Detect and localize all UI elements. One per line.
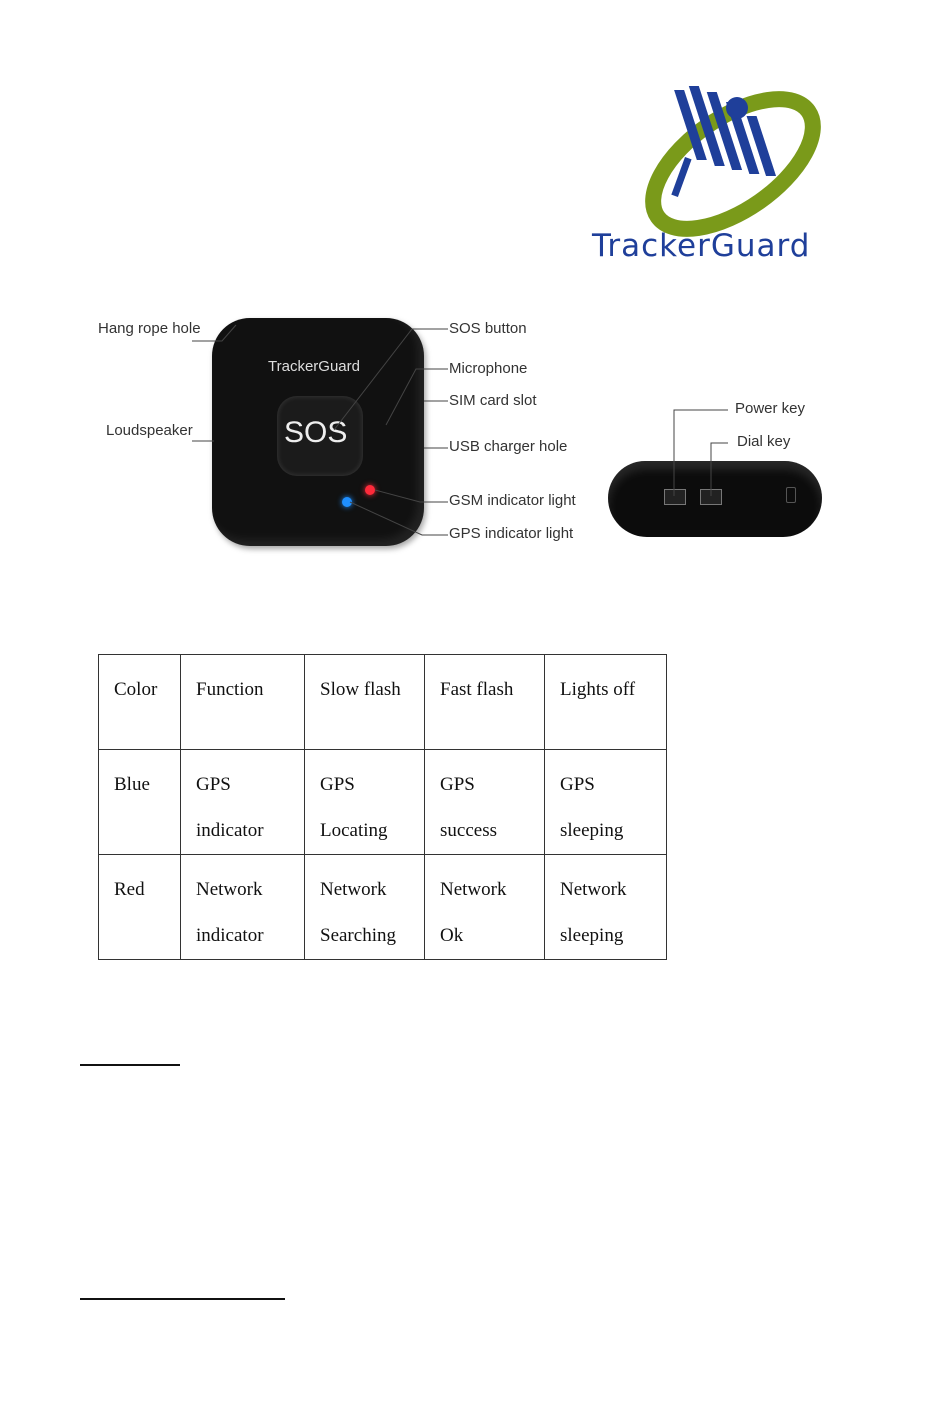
table-cell: GPS success: [425, 750, 545, 855]
section-heading-underline: [80, 1298, 285, 1300]
label-usb-charger-hole: USB charger hole: [449, 438, 568, 455]
label-power-key: Power key: [735, 400, 806, 417]
table-header-cell: Slow flash: [305, 655, 425, 750]
table-row: [99, 750, 667, 855]
sos-button-label: SOS: [284, 416, 348, 449]
table-cell: GPS sleeping: [545, 750, 667, 855]
label-dial-key: Dial key: [737, 433, 791, 450]
label-sim-card-slot: SIM card slot: [449, 392, 537, 409]
section-heading-underline: [80, 1064, 180, 1066]
table-cell: Blue: [99, 750, 181, 855]
label-gsm-indicator-light: GSM indicator light: [449, 492, 576, 509]
table-cell: GPS indicator: [181, 750, 305, 855]
table-cell: Network Searching: [305, 855, 425, 960]
led-status-table: [98, 654, 667, 960]
table-header-row: [99, 655, 667, 750]
label-sos-button: SOS button: [449, 320, 527, 337]
table-header-cell: Color: [99, 655, 181, 750]
table-header-cell: Lights off: [545, 655, 667, 750]
label-loudspeaker: Loudspeaker: [106, 422, 193, 439]
table-cell: Network sleeping: [545, 855, 667, 960]
logo-wordmark: TrackerGuard: [592, 228, 811, 264]
table-header-cell: Fast flash: [425, 655, 545, 750]
table-cell: Red: [99, 855, 181, 960]
table-header-cell: Function: [181, 655, 305, 750]
label-hang-rope-hole: Hang rope hole: [98, 320, 201, 337]
label-microphone: Microphone: [449, 360, 528, 377]
device-brand-label: TrackerGuard: [268, 358, 360, 375]
table-row: [99, 855, 667, 960]
table-cell: Network indicator: [181, 855, 305, 960]
label-gps-indicator-light: GPS indicator light: [449, 525, 574, 542]
table-cell: Network Ok: [425, 855, 545, 960]
table-cell: GPS Locating: [305, 750, 425, 855]
